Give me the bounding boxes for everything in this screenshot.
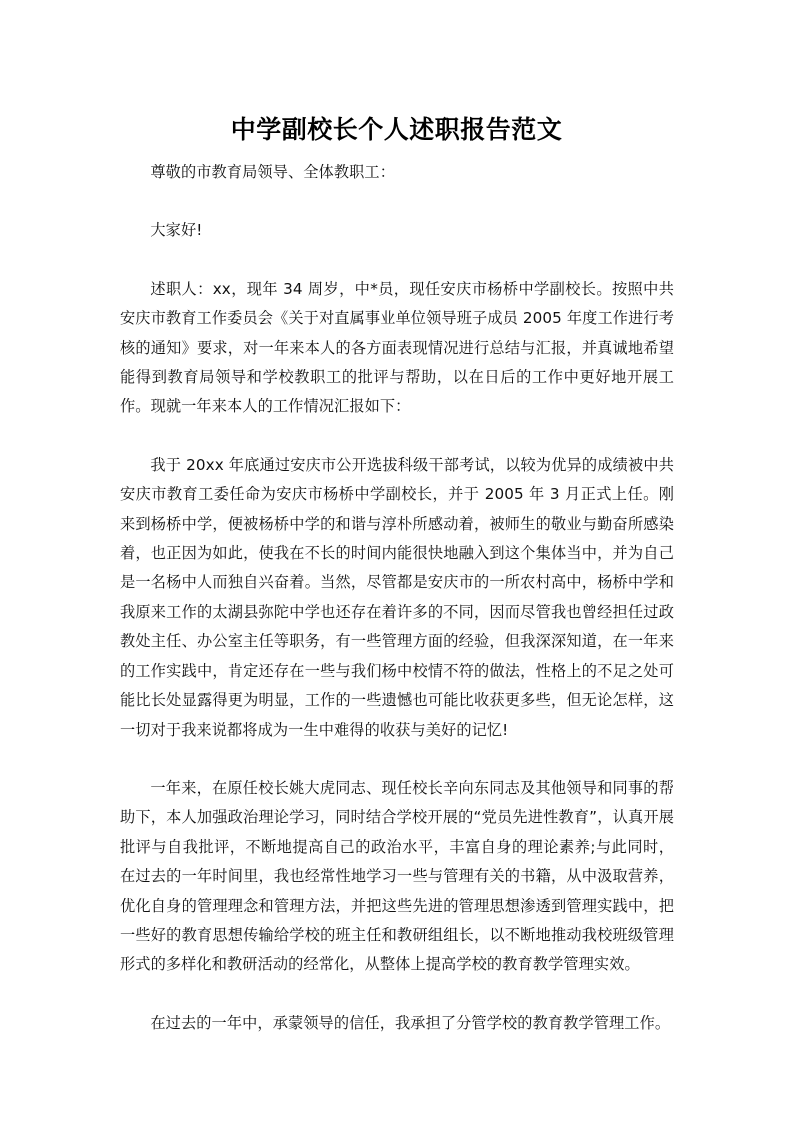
paragraph-management-duties: 在过去的一年中，承蒙领导的信任，我承担了分管学校的教育教学管理工作。 <box>150 1013 671 1032</box>
paragraph-political-study: 一年来，在原任校长姚大虎同志、现任校长辛向东同志及其他领导和同事的帮助下，本人加强政治理论学习，同时结合学校开展的“党员先进性教育”，认真开展批评与自我批评，不断地提高自己的政治水平，丰富自身的理论素养;与此同时，在过去的一年时间里，我也经常性地学习一些与管理有关的书籍，从中汲取营养，优化自身的管理理念和管理方法，并把这些先进的管理思想渗透到管理实践中，把一些好的教育思想传输给学校的班主任和教研组组长，以不断地推动我校班级管理形式的多样化和教研活动的经常化，从整体上提高学校的教育教学管理实效。 <box>120 778 674 974</box>
document-title: 中学副校长个人述职报告范文 <box>230 115 563 144</box>
greeting: 大家好! <box>150 221 203 240</box>
paragraph-appointment: 我于 20xx 年底通过安庆市公开选拔科级干部考试，以较为优异的成绩被中共安庆市教育工委任命为安庆市杨桥中学副校长，并于 2005 年 3 月正式上任。刚来到杨桥中学，便被杨桥中学的和谐与淳朴所感动着，被师生的敬业与勤奋所感染着，也正因为如此，使我在不长的时间内能很快地融入到这个集体当中，并为自己是一名杨中人而独自兴奋着。当然，尽管都是安庆市的一所农村高中，杨桥中学和我原来工作的太湖县弥陀中学也还存在着许多的不同，因而尽管我也曾经担任过政教处主任、办公室主任等职务，有一些管理方面的经验，但我深深知道，在一年来的工作实践中，肯定还存在一些与我们杨中校情不符的做法，性格上的不足之处可能比长处显露得更为明显，工作的一些遗憾也可能比收获更多些，但无论怎样，这一切对于我来说都将成为一生中难得的收获与美好的记忆! <box>120 455 674 739</box>
salutation: 尊敬的市教育局领导、全体教职工： <box>150 163 395 181</box>
document-body <box>120 158 674 1067</box>
paragraph-introduction: 述职人：xx，现年 34 周岁，中*员，现任安庆市杨桥中学副校长。按照中共安庆市教育工作委员会《关于对直属事业单位领导班子成员 2005 年度工作进行考核的通知》要求，对一年来本人的各方面表现情况进行总结与汇报，并真诚地希望能得到教育局领导和学校教职工的批评与帮助，以在日后的工作中更好地开展工作。现就一年来本人的工作情况汇报如下： <box>120 279 674 416</box>
